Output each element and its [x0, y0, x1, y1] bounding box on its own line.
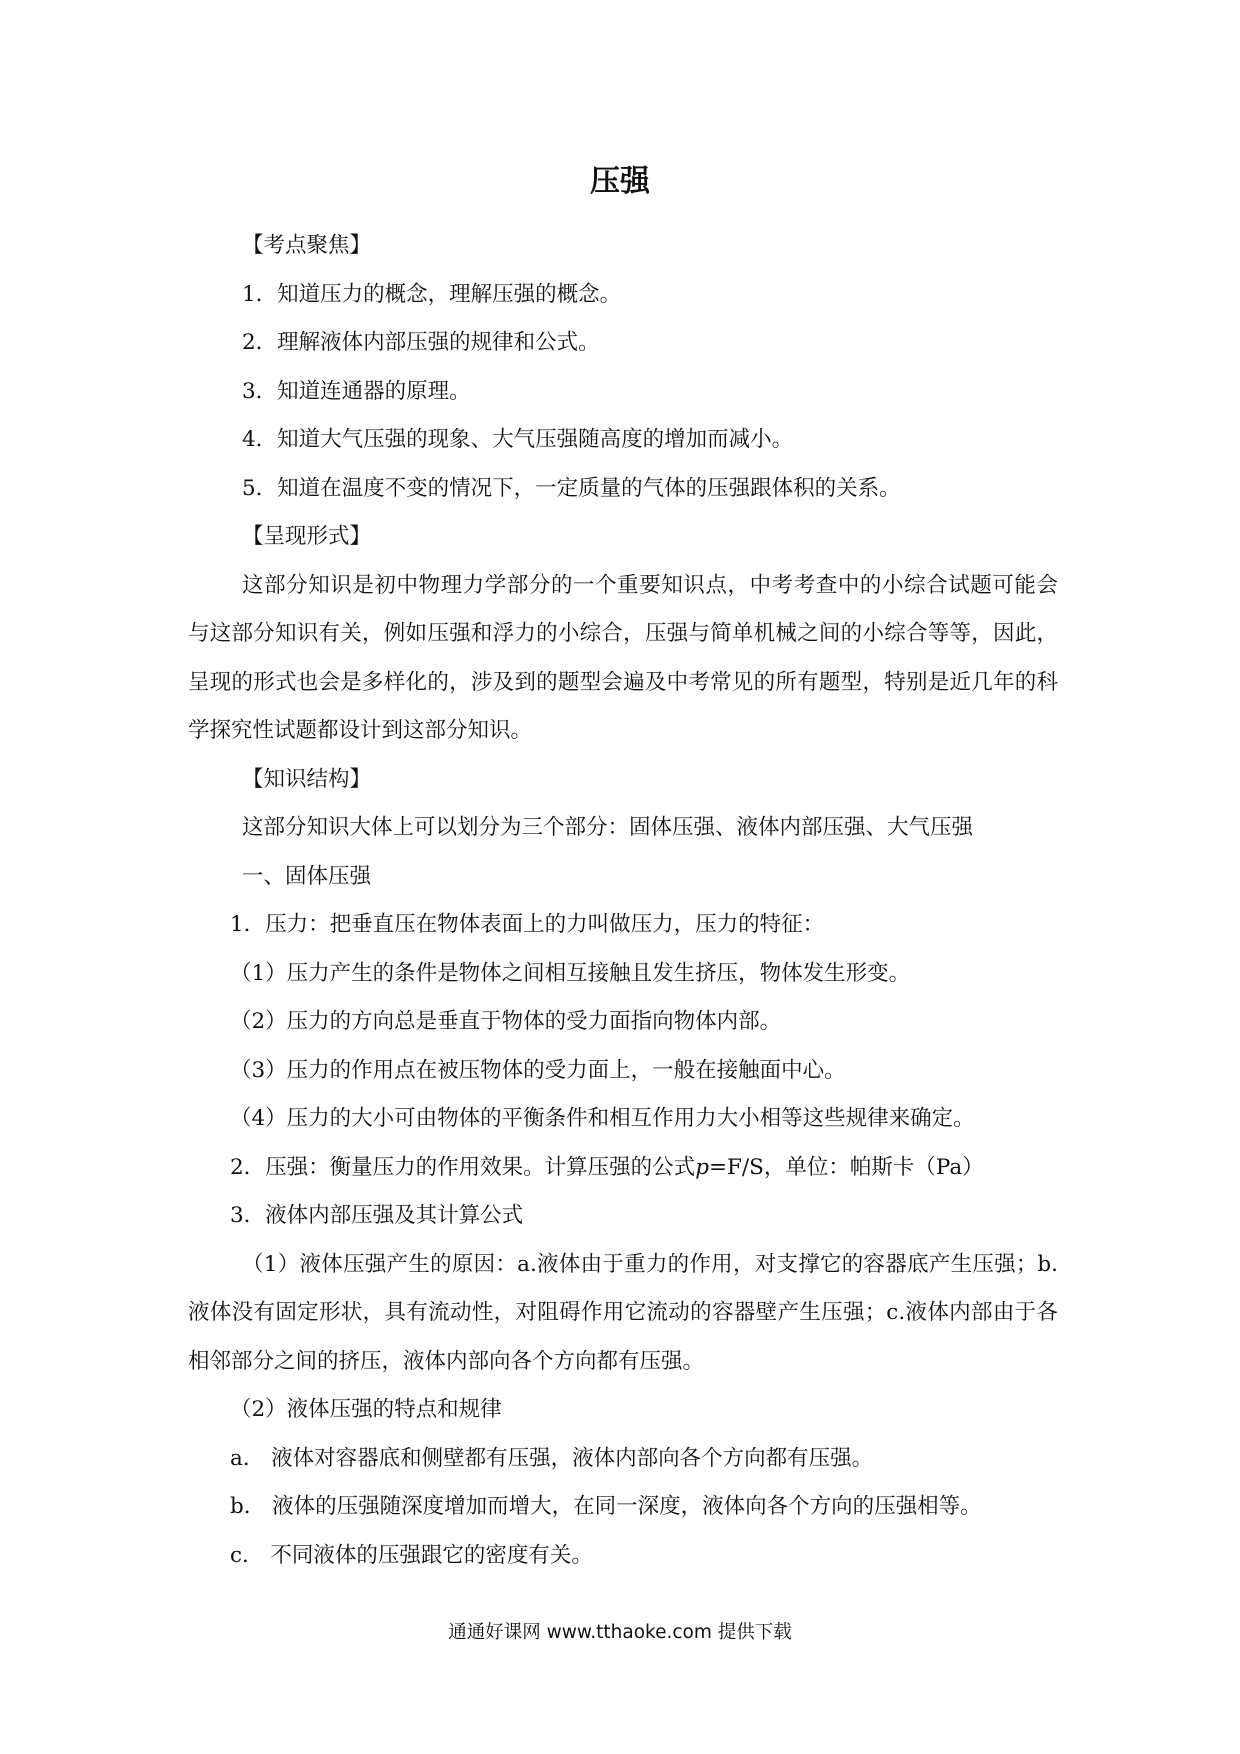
liquid-features-heading: （2）液体压强的特点和规律 [230, 1397, 502, 1422]
focus-heading: 【考点聚焦】 [242, 233, 372, 258]
liquid-feature-item: a． 液体对容器底和侧壁都有压强，液体内部向各个方向都有压强。 [230, 1445, 874, 1471]
structure-intro: 这部分知识大体上可以划分为三个部分：固体压强、液体内部压强、大气压强 [242, 815, 974, 840]
form-paragraph: 这部分知识是初中物理力学部分的一个重要知识点，中考考查中的小综合试题可能会与这部分知识有关，例如压强和浮力的小综合，压强与简单机械之间的小综合等等，因此，呈现的形式也会是多样化的，涉及到的题型会遍及中考常见的所有题型，特别是近几年的科学探究性试题都设计到这部分知识。 [188, 572, 1058, 743]
part1-heading: 一、固体压强 [242, 863, 372, 889]
focus-item: 5．知道在温度不变的情况下，一定质量的气体的压强跟体积的关系。 [242, 475, 901, 501]
pressure-definition-prefix: 2．压强：衡量压力的作用效果。计算压强的公式 [230, 1154, 696, 1180]
document-body [188, 222, 1058, 1580]
focus-item: 2．理解液体内部压强的规律和公式。 [242, 330, 600, 355]
pressure-definition-suffix: ，单位：帕斯卡（Pa） [763, 1154, 984, 1180]
liquid-heading: 3．液体内部压强及其计算公式 [230, 1203, 524, 1228]
focus-item: 3．知道连通器的原理。 [242, 378, 471, 404]
pressure-force-item: （4）压力的大小可由物体的平衡条件和相互作用力大小相等这些规律来确定。 [230, 1106, 975, 1131]
liquid-feature-item: c． 不同液体的压强跟它的密度有关。 [230, 1542, 593, 1568]
pressure-definition [188, 1144, 1058, 1193]
liquid-feature-item: b． 液体的压强随深度增加而增大，在同一深度，液体向各个方向的压强相等。 [230, 1494, 982, 1519]
pressure-force-item: （1）压力产生的条件是物体之间相互接触且发生挤压，物体发生形变。 [230, 960, 911, 986]
page-title: 压强 [590, 164, 650, 199]
liquid-cause-paragraph: （1）液体压强产生的原因：a.液体由于重力的作用，对支撑它的容器底产生压强；b.液体没有固定形状，具有流动性，对阻碍作用它流动的容器壁产生压强；c.液体内部由于各相邻部分之间的挤压，液体内部向各个方向都有压强。 [188, 1251, 1058, 1374]
focus-item: 4．知道大气压强的现象、大气压强随高度的增加而减小。 [242, 427, 794, 452]
pressure-force-item: （2）压力的方向总是垂直于物体的受力面指向物体内部。 [230, 1009, 782, 1034]
pressure-force-item: （3）压力的作用点在被压物体的受力面上，一般在接触面中心。 [230, 1057, 846, 1083]
page-footer: 通通好课网 www.tthaoke.com 提供下载 [448, 1622, 792, 1643]
form-heading: 【呈现形式】 [242, 524, 372, 549]
structure-heading: 【知识结构】 [242, 766, 372, 792]
formula-symbol-p: p [695, 1154, 709, 1180]
focus-item: 1．知道压力的概念，理解压强的概念。 [242, 281, 622, 307]
formula-rest: =F/S [708, 1154, 764, 1180]
pressure-force-heading: 1．压力：把垂直压在物体表面上的力叫做压力，压力的特征： [230, 912, 825, 937]
